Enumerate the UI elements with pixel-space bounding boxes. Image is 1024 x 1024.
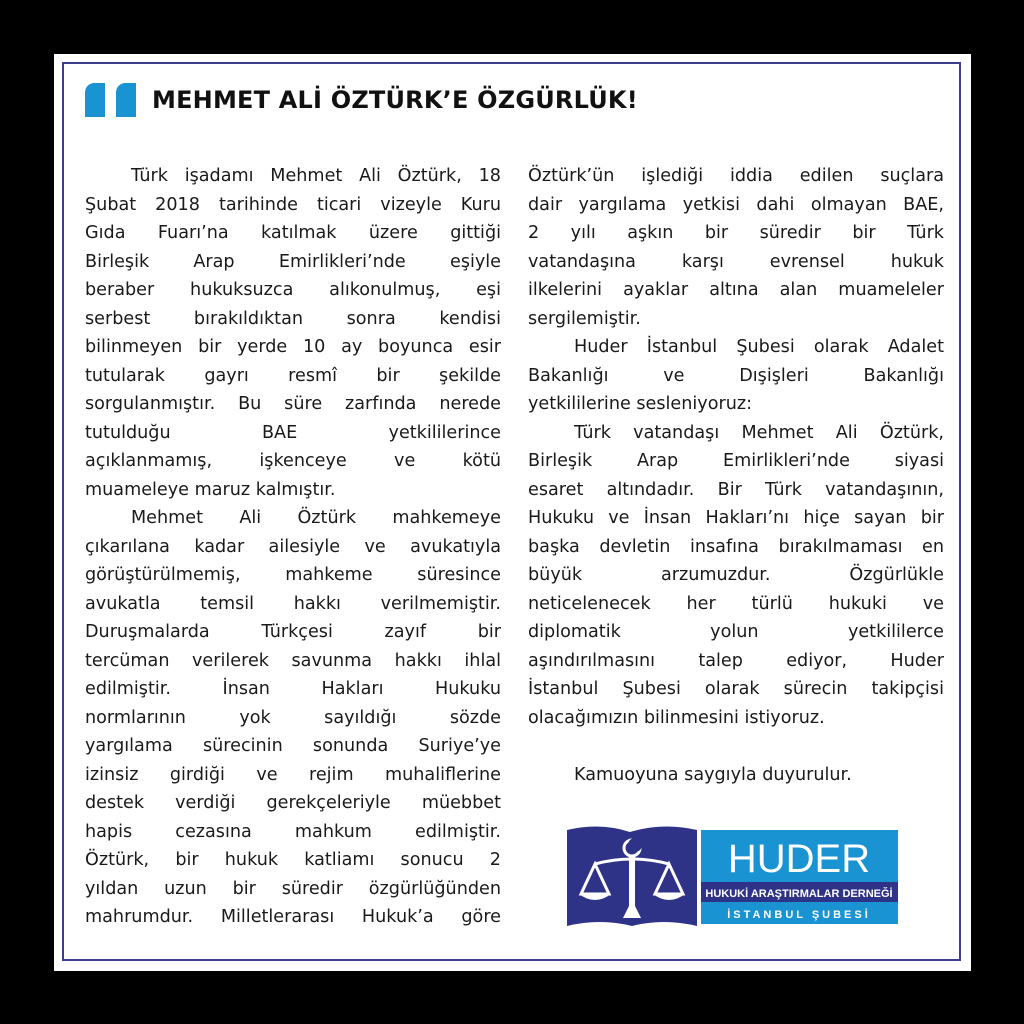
text-line: İstanbul Şubesi olarak sürecin takipçisi	[528, 679, 944, 699]
text-line: mahrumdur. Milletlerarası Hukuk’a göre	[85, 907, 501, 927]
huder-logo	[565, 826, 900, 926]
text-line: neticelenecek her türlü hukuki ve	[528, 593, 944, 614]
text-line: başka devletin insafına bırakılmaması en	[528, 536, 944, 557]
text-line: Birleşik Arap Emirlikleri’nde siyasi	[528, 451, 944, 471]
text-line: aşındırılmasını talep ediyor, Huder	[528, 650, 944, 671]
text-line: Kamuoyuna saygıyla duyurulur.	[574, 764, 852, 785]
text-line: destek verdiği gerekçeleriyle müebbet	[85, 793, 501, 813]
left-text-column	[85, 162, 501, 932]
text-line: yetkililerine sesleniyoruz:	[528, 394, 753, 414]
logo-subtitle: HUKUKİ ARAŞTIRMALAR DERNEĞİ	[705, 888, 893, 900]
text-line: hapis cezasına mahkum edilmiştir.	[85, 821, 501, 842]
text-line: Öztürk, bir hukuk katliamı sonucu 2	[85, 850, 501, 870]
logo-branch: İSTANBUL ŞUBESİ	[727, 909, 871, 921]
right-text-column	[528, 162, 944, 789]
text-line: avukatla temsil hakkı verilmemiştir.	[85, 593, 501, 614]
text-line: Birleşik Arap Emirlikleri’nde eşiyle	[85, 251, 501, 272]
page-title: MEHMET ALİ ÖZTÜRK’E ÖZGÜRLÜK!	[152, 86, 638, 114]
quote-mark-icon	[85, 83, 137, 117]
text-line: esaret altındadır. Bir Türk vatandaşının,	[528, 479, 944, 500]
text-line: tercüman verilerek savunma hakkı ihlal	[85, 650, 501, 671]
text-line: sorgulanmıştır. Bu süre zarfında nerede	[85, 394, 501, 414]
text-line: Mehmet Ali Öztürk mahkemeye	[131, 508, 501, 528]
text-line: görüştürülmemiş, mahkeme süresince	[85, 565, 501, 585]
text-line: Hukuku ve İnsan Hakları’nı hiçe sayan bir	[528, 508, 944, 528]
text-line: çıkarılana kadar ailesiyle ve avukatıyla	[85, 536, 501, 557]
text-line: tutulduğu BAE yetkililerince	[85, 422, 501, 443]
text-line: serbest bırakıldıktan sonra kendisi	[85, 308, 501, 329]
text-line: açıklanmamış, işkenceye ve kötü	[85, 451, 501, 471]
text-line: yargılama sürecinin sonunda Suriye’ye	[85, 736, 501, 756]
text-line: diplomatik yolun yetkililerce	[528, 622, 944, 642]
text-line: Huder İstanbul Şubesi olarak Adalet	[574, 337, 944, 357]
logo-name: HUDER	[727, 837, 871, 881]
text-line: büyük arzumuzdur. Özgürlükle	[528, 565, 944, 585]
text-line: Bakanlığı ve Dışişleri Bakanlığı	[528, 365, 944, 386]
text-line: tutularak gayrı resmî bir şekilde	[85, 365, 501, 386]
text-line: yıldan uzun bir süredir özgürlüğünden	[85, 878, 501, 899]
blank-line	[528, 732, 944, 761]
text-line: beraber hukuksuzca alıkonulmuş, eşi	[85, 280, 501, 300]
text-line: vatandaşına karşı evrensel hukuk	[528, 251, 944, 272]
text-line: izinsiz girdiği ve rejim muhaliflerine	[85, 764, 501, 785]
text-line: ilkelerini ayaklar altına alan muameleler	[528, 280, 944, 300]
text-line: sergilemiştir.	[528, 308, 641, 329]
text-line: bilinmeyen bir yerde 10 ay boyunca esir	[85, 337, 501, 357]
text-line: normlarının yok sayıldığı sözde	[85, 707, 501, 728]
text-line: edilmiştir. İnsan Hakları Hukuku	[85, 679, 501, 699]
text-line: Şubat 2018 tarihinde ticari vizeyle Kuru	[85, 194, 501, 215]
text-line: muameleye maruz kalmıştır.	[85, 479, 336, 500]
text-line: 2 yılı aşkın bir süredir bir Türk	[528, 223, 944, 243]
text-line: olacağımızın bilinmesini istiyoruz.	[528, 707, 825, 728]
text-line: Duruşmalarda Türkçesi zayıf bir	[85, 622, 501, 642]
text-line: dair yargılama yetkisi dahi olmayan BAE,	[528, 194, 944, 215]
text-line: Türk vatandaşı Mehmet Ali Öztürk,	[574, 422, 944, 443]
text-line: Gıda Fuarı’na katılmak üzere gittiği	[85, 223, 501, 243]
text-line: Öztürk’ün işlediği iddia edilen suçlara	[528, 166, 944, 186]
text-line: Türk işadamı Mehmet Ali Öztürk, 18	[131, 166, 501, 186]
